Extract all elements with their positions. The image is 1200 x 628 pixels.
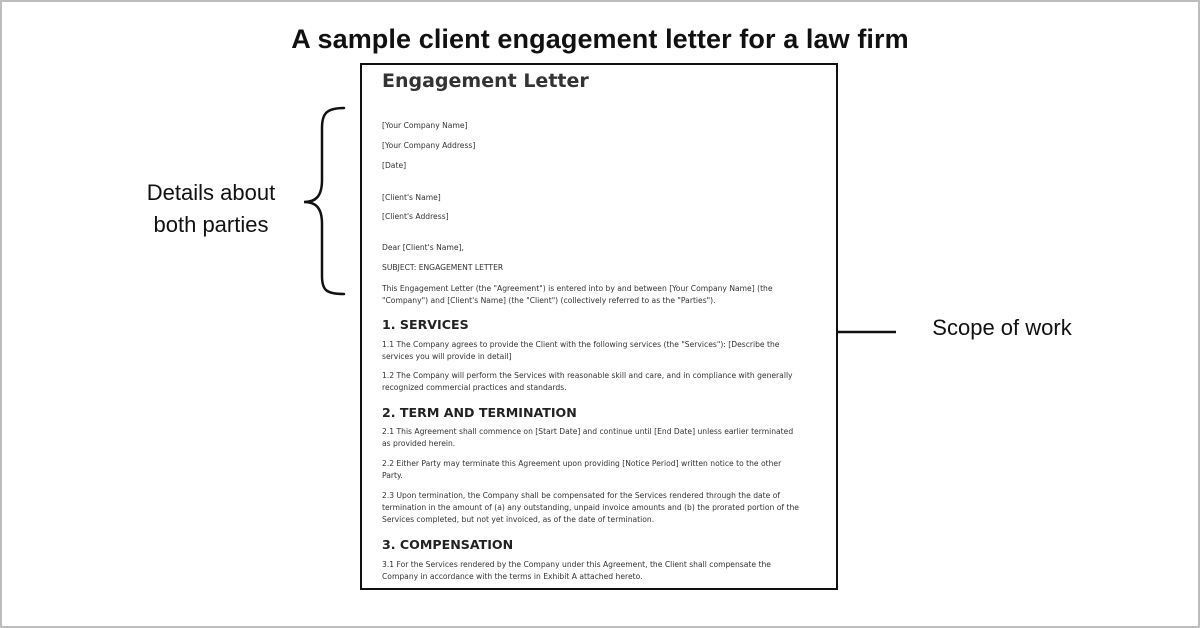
section-heading: 3. COMPENSATION (382, 537, 514, 552)
curly-brace-icon (304, 108, 344, 294)
figure-title: A sample client engagement letter for a law firm (291, 24, 909, 54)
engagement-letter-document (360, 63, 838, 590)
salutation: Dear [Client's Name], (382, 243, 464, 252)
client-address: [Client's Address] (382, 212, 449, 221)
section-paragraph: 2.1 This Agreement shall commence on [Start Date] and continue until [End Date] unless earlier terminated as provided herein. (382, 427, 794, 448)
section-heading: 2. TERM AND TERMINATION (382, 405, 577, 420)
details-label: Details about both parties (146, 180, 276, 237)
section-heading: 1. SERVICES (382, 317, 469, 332)
section-paragraph: 3.1 For the Services rendered by the Company under this Agreement, the Client shall compensate the Company in accordance with the terms in Exhibit A attached hereto. (382, 560, 771, 581)
company-name: [Your Company Name] (382, 121, 468, 130)
subject-line: SUBJECT: ENGAGEMENT LETTER (382, 263, 504, 272)
company-address: [Your Company Address] (382, 141, 476, 150)
section-paragraph: 2.2 Either Party may terminate this Agreement upon providing [Notice Period] written notice to the other Party. (382, 459, 782, 480)
section-paragraph: 2.3 Upon termination, the Company shall be compensated for the Services rendered through the date of termination in the amount of (a) any outstanding, unpaid invoice amounts and (b) the prorated portion of the Services completed, but not yet invoiced, as of the date of termination. (382, 491, 799, 524)
letter-date: [Date] (382, 161, 407, 170)
client-name: [Client's Name] (382, 193, 441, 202)
scope-label: Scope of work (932, 315, 1072, 340)
section-paragraph: 1.1 The Company agrees to provide the Client with the following services (the "Services"): [Describe the services you will provide in detail] (382, 340, 780, 361)
intro-paragraph: This Engagement Letter (the "Agreement") is entered into by and between [Your Company Name] (the "Company") and [Client's Name] (the "Client") (collectively referred to as the "Parties"). (382, 284, 773, 305)
section-paragraph: 1.2 The Company will perform the Services with reasonable skill and care, and in compliance with generally recognized commercial practices and standards. (382, 371, 793, 392)
letter-title: Engagement Letter (382, 70, 589, 92)
